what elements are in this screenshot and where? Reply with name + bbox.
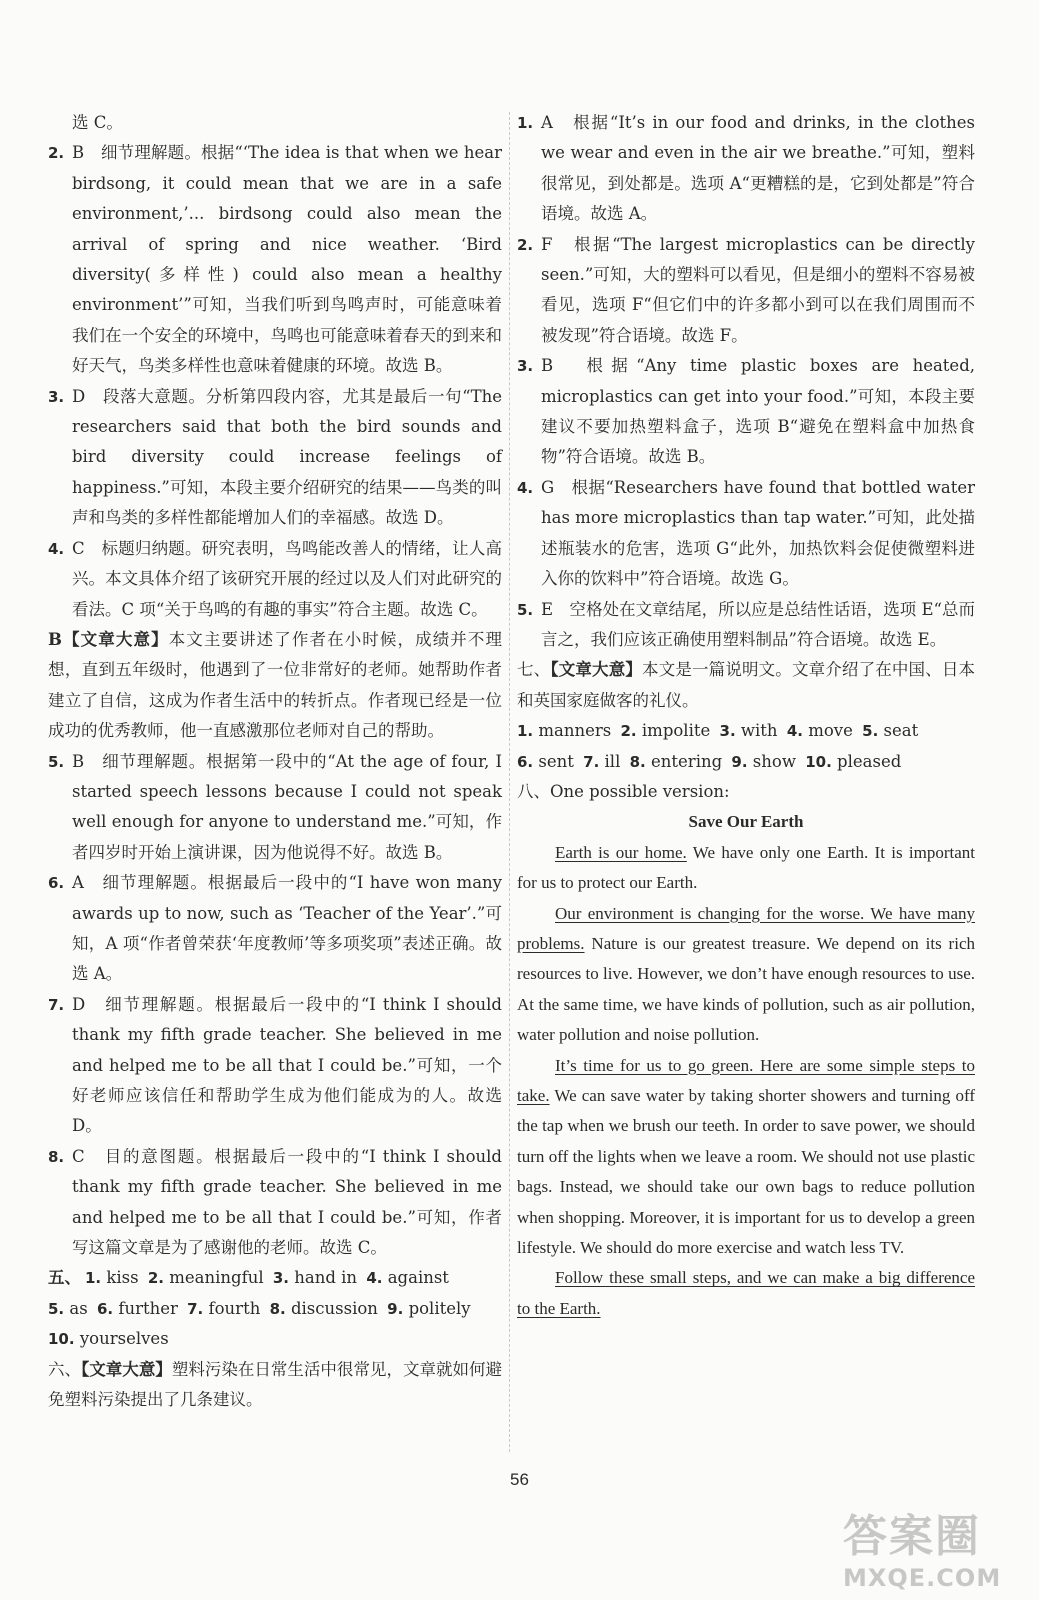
section-5-answers: 五、 1. kiss 2. meaningful 3. hand in 4. against 5. as 6. further 7. fourth 8. discussion 9. politely 10. yourselves bbox=[48, 1268, 471, 1349]
answer-item: 4. G 根据“Researchers have found that bottled water has more microplastics than tap water.”可知，此处描述瓶装水的危害，选项 G“此外，加热饮料会促使微塑料进入你的饮料中”符合语境。故选 G。 bbox=[517, 477, 975, 589]
essay-title: Save Our Earth bbox=[688, 812, 804, 832]
section-8-label: 八、One possible version: bbox=[517, 781, 730, 801]
answer-item: 6. A 细节理解题。根据最后一段中的“I have won many awards up to now, such as ‘Teacher of the Year’.”可知，A 项“作者曾荣获‘年度教师’等多项奖项”表述正确。故选 A。 bbox=[48, 873, 502, 984]
answer-item: 2. B 细节理解题。根据“‘The idea is that when we hear birdsong, it could mean that we are in a safe environment,’... birdsong could also mean the arrival of spring and nice weather. ‘Bird diversity(多样性) could also mean a healthy environment’”可知，当我们听到鸟鸣声时，可能意味着我们在一个安全的环境中，鸟鸣也可能意味着春天的到来和好天气，鸟类多样性也意味着健康的环境。故选 B。 bbox=[48, 143, 502, 376]
section-7-answers: 1. manners 2. impolite 3. with 4. move 5. seat 6. sent 7. ill 8. entering 9. show 10. pleased bbox=[517, 721, 919, 771]
answer-item: 1. A 根据“It’s in our food and drinks, in the clothes we wear and even in the air we breathe.”可知，塑料很常见，到处都是。选项 A“更糟糕的是，它到处都是”符合语境。故选 A。 bbox=[517, 113, 975, 224]
left-column bbox=[48, 108, 502, 1415]
essay-paragraph: Earth is our home. We have only one Earth. It is important for us to protect our Earth. bbox=[517, 842, 975, 893]
right-column bbox=[517, 108, 975, 1324]
answer-item: 2. F 根据“The largest microplastics can be directly seen.”可知，大的塑料可以看见，但是细小的塑料不容易被看见，选项 F“但它们中的许多都小到可以在我们周围而不被发现”符合语境。故选 F。 bbox=[517, 234, 975, 345]
answer-item: 3. B 根据“Any time plastic boxes are heated, microplastics can get into your food.”可知，本段主要建议不要加热塑料盒子，选项 B“避免在塑料盒中加热食物”符合语境。故选 B。 bbox=[517, 356, 975, 467]
answer-item: 7. D 细节理解题。根据最后一段中的“I think I should thank my fifth grade teacher. She believed in me and helped me to be all that I could be.”可知，一个好老师应该信任和帮助学生成为他们能成为的人。故选 D。 bbox=[48, 994, 502, 1136]
section-6-summary: 六、【文章大意】塑料污染在日常生活中很常见，文章就如何避免塑料污染提出了几条建议。 bbox=[48, 1359, 503, 1410]
essay-paragraph: It’s time for us to go green. Here are some simple steps to take. We can save water by taking shorter showers and turning off the tap when we brush our teeth. In order to save power, we should turn off the lights when we leave a room. We should not use plastic bags. Instead, we should take our own bags to reduce pollution when shopping. Moreover, it is important for us to develop a green lifestyle. We should do more exercise and watch less TV. bbox=[517, 1055, 975, 1258]
answer-item: 5. E 空格处在文章结尾，所以应是总结性话语，选项 E“总而言之，我们应该正确使用塑料制品”符合语境。故选 E。 bbox=[517, 599, 975, 649]
watermark-logo: 答案圈 MXQE.COM bbox=[843, 1511, 1002, 1592]
essay-body bbox=[517, 838, 975, 1325]
section-7-summary: 七、【文章大意】本文是一篇说明文。文章介绍了在中国、日本和英国家庭做客的礼仪。 bbox=[517, 660, 976, 710]
answer-item: 3. D 段落大意题。分析第四段内容，尤其是最后一句“The researchers said that both the bird sounds and bird diversity could increase feelings of happiness.”可知，本段主要介绍研究的结果——鸟类的叫声和鸟类的多样性都能增加人们的幸福感。故选 D。 bbox=[48, 386, 502, 528]
answer-item: 4. C 标题归纳题。研究表明，鸟鸣能改善人的情绪，让人高兴。本文具体介绍了该研究开展的经过以及人们对此研究的看法。C 项“关于鸟鸣的有趣的事实”符合主题。故选 C。 bbox=[48, 538, 502, 619]
continued-answer: 选 C。 bbox=[72, 113, 123, 132]
column-divider bbox=[509, 112, 510, 1452]
section-b-summary: B【文章大意】本文主要讲述了作者在小时候，成绩并不理想，直到五年级时，他遇到了一位非常好的老师。她帮助作者建立了自信，这成为作者生活中的转折点。作者现已经是一位成功的优秀教师，他一直感激那位老师对自己的帮助。 bbox=[48, 629, 503, 741]
answer-item: 8. C 目的意图题。根据最后一段中的“I think I should thank my fifth grade teacher. She believed in me and helped me to be all that I could be.”可知，作者写这篇文章是为了感谢他的老师。故选 C。 bbox=[48, 1146, 502, 1258]
essay-paragraph: Our environment is changing for the worse. We have many problems. Nature is our greatest treasure. We depend on its rich resources to live. However, we don’t have enough resources to use. At the same time, we have kinds of pollution, such as air pollution, water pollution and noise pollution. bbox=[517, 903, 975, 1045]
essay-paragraph: Follow these small steps, and we can make a big difference to the Earth. bbox=[517, 1268, 975, 1318]
answer-item: 5. B 细节理解题。根据第一段中的“At the age of four, I started speech lessons because I could not speak well enough for anyone to understand me.”可知，作者四岁时开始上演讲课，因为他说得不好。故选 B。 bbox=[48, 751, 502, 862]
page-number: 56 bbox=[510, 1470, 529, 1489]
